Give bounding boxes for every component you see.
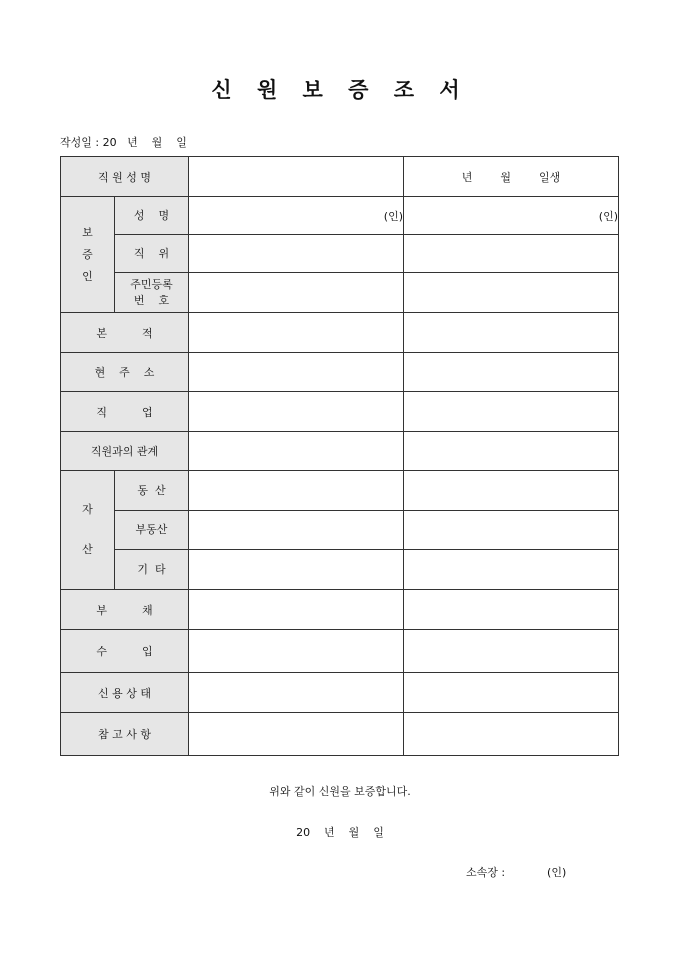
guarantor-position-label: 직 위 — [115, 235, 189, 273]
birth-date-field[interactable]: 년 월 일생 — [404, 157, 619, 197]
guarantee-form-table — [60, 156, 619, 756]
relation-label: 직원과의 관계 — [61, 432, 189, 471]
guarantor-position-field-2[interactable] — [404, 235, 619, 273]
debt-field-2[interactable] — [404, 590, 619, 630]
row-guarantor-rrn — [61, 273, 619, 313]
address-field-1[interactable] — [189, 353, 404, 392]
notes-field-2[interactable] — [404, 713, 619, 756]
row-credit — [61, 673, 619, 713]
relation-field-1[interactable] — [189, 432, 404, 471]
guarantor-name-label: 성 명 — [115, 197, 189, 235]
signature-line: 소속장 : (인) — [466, 866, 567, 879]
assets-other-field-1[interactable] — [189, 550, 404, 590]
notes-field-1[interactable] — [189, 713, 404, 756]
row-assets-movable — [61, 471, 619, 511]
occupation-field-2[interactable] — [404, 392, 619, 432]
row-guarantor-position — [61, 235, 619, 273]
income-label: 수 입 — [61, 630, 189, 673]
row-relation — [61, 432, 619, 471]
row-domicile — [61, 313, 619, 353]
debt-field-1[interactable] — [189, 590, 404, 630]
domicile-label: 본 적 — [61, 313, 189, 353]
occupation-field-1[interactable] — [189, 392, 404, 432]
income-field-2[interactable] — [404, 630, 619, 673]
row-assets-realestate — [61, 511, 619, 550]
assets-realestate-field-1[interactable] — [189, 511, 404, 550]
relation-field-2[interactable] — [404, 432, 619, 471]
guarantor-name-field-2[interactable]: (인) — [404, 197, 619, 235]
guarantor-name-field-1[interactable]: (인) — [189, 197, 404, 235]
assets-other-label: 기 타 — [115, 550, 189, 590]
income-field-1[interactable] — [189, 630, 404, 673]
row-employee-name — [61, 157, 619, 197]
occupation-label: 직 업 — [61, 392, 189, 432]
address-field-2[interactable] — [404, 353, 619, 392]
assets-movable-field-2[interactable] — [404, 471, 619, 511]
row-guarantor-name — [61, 197, 619, 235]
assets-other-field-2[interactable] — [404, 550, 619, 590]
credit-field-1[interactable] — [189, 673, 404, 713]
guarantor-rrn-field-1[interactable] — [189, 273, 404, 313]
guarantor-rrn-label: 주민등록 번 호 — [115, 273, 189, 313]
assets-group-label: 자 산 — [61, 471, 115, 590]
footer-date: 20 년 월 일 — [296, 826, 384, 839]
credit-label: 신 용 상 태 — [61, 673, 189, 713]
document-title: 신 원 보 증 조 서 — [211, 77, 469, 102]
guarantor-position-field-1[interactable] — [189, 235, 404, 273]
row-income — [61, 630, 619, 673]
row-address — [61, 353, 619, 392]
row-occupation — [61, 392, 619, 432]
row-assets-other — [61, 550, 619, 590]
guarantor-group-label: 보 증 인 — [61, 197, 115, 313]
assets-realestate-field-2[interactable] — [404, 511, 619, 550]
guarantee-statement: 위와 같이 신원을 보증합니다. — [269, 785, 411, 798]
notes-label: 참 고 사 항 — [61, 713, 189, 756]
guarantor-rrn-field-2[interactable] — [404, 273, 619, 313]
assets-movable-field-1[interactable] — [189, 471, 404, 511]
assets-realestate-label: 부동산 — [115, 511, 189, 550]
date-line: 작성일 : 20 년 월 일 — [60, 136, 187, 149]
debt-label: 부 채 — [61, 590, 189, 630]
employee-name-field[interactable] — [189, 157, 404, 197]
credit-field-2[interactable] — [404, 673, 619, 713]
assets-movable-label: 동 산 — [115, 471, 189, 511]
row-debt — [61, 590, 619, 630]
address-label: 현 주 소 — [61, 353, 189, 392]
employee-name-label: 직 원 성 명 — [61, 157, 189, 197]
row-notes — [61, 713, 619, 756]
domicile-field-1[interactable] — [189, 313, 404, 353]
domicile-field-2[interactable] — [404, 313, 619, 353]
